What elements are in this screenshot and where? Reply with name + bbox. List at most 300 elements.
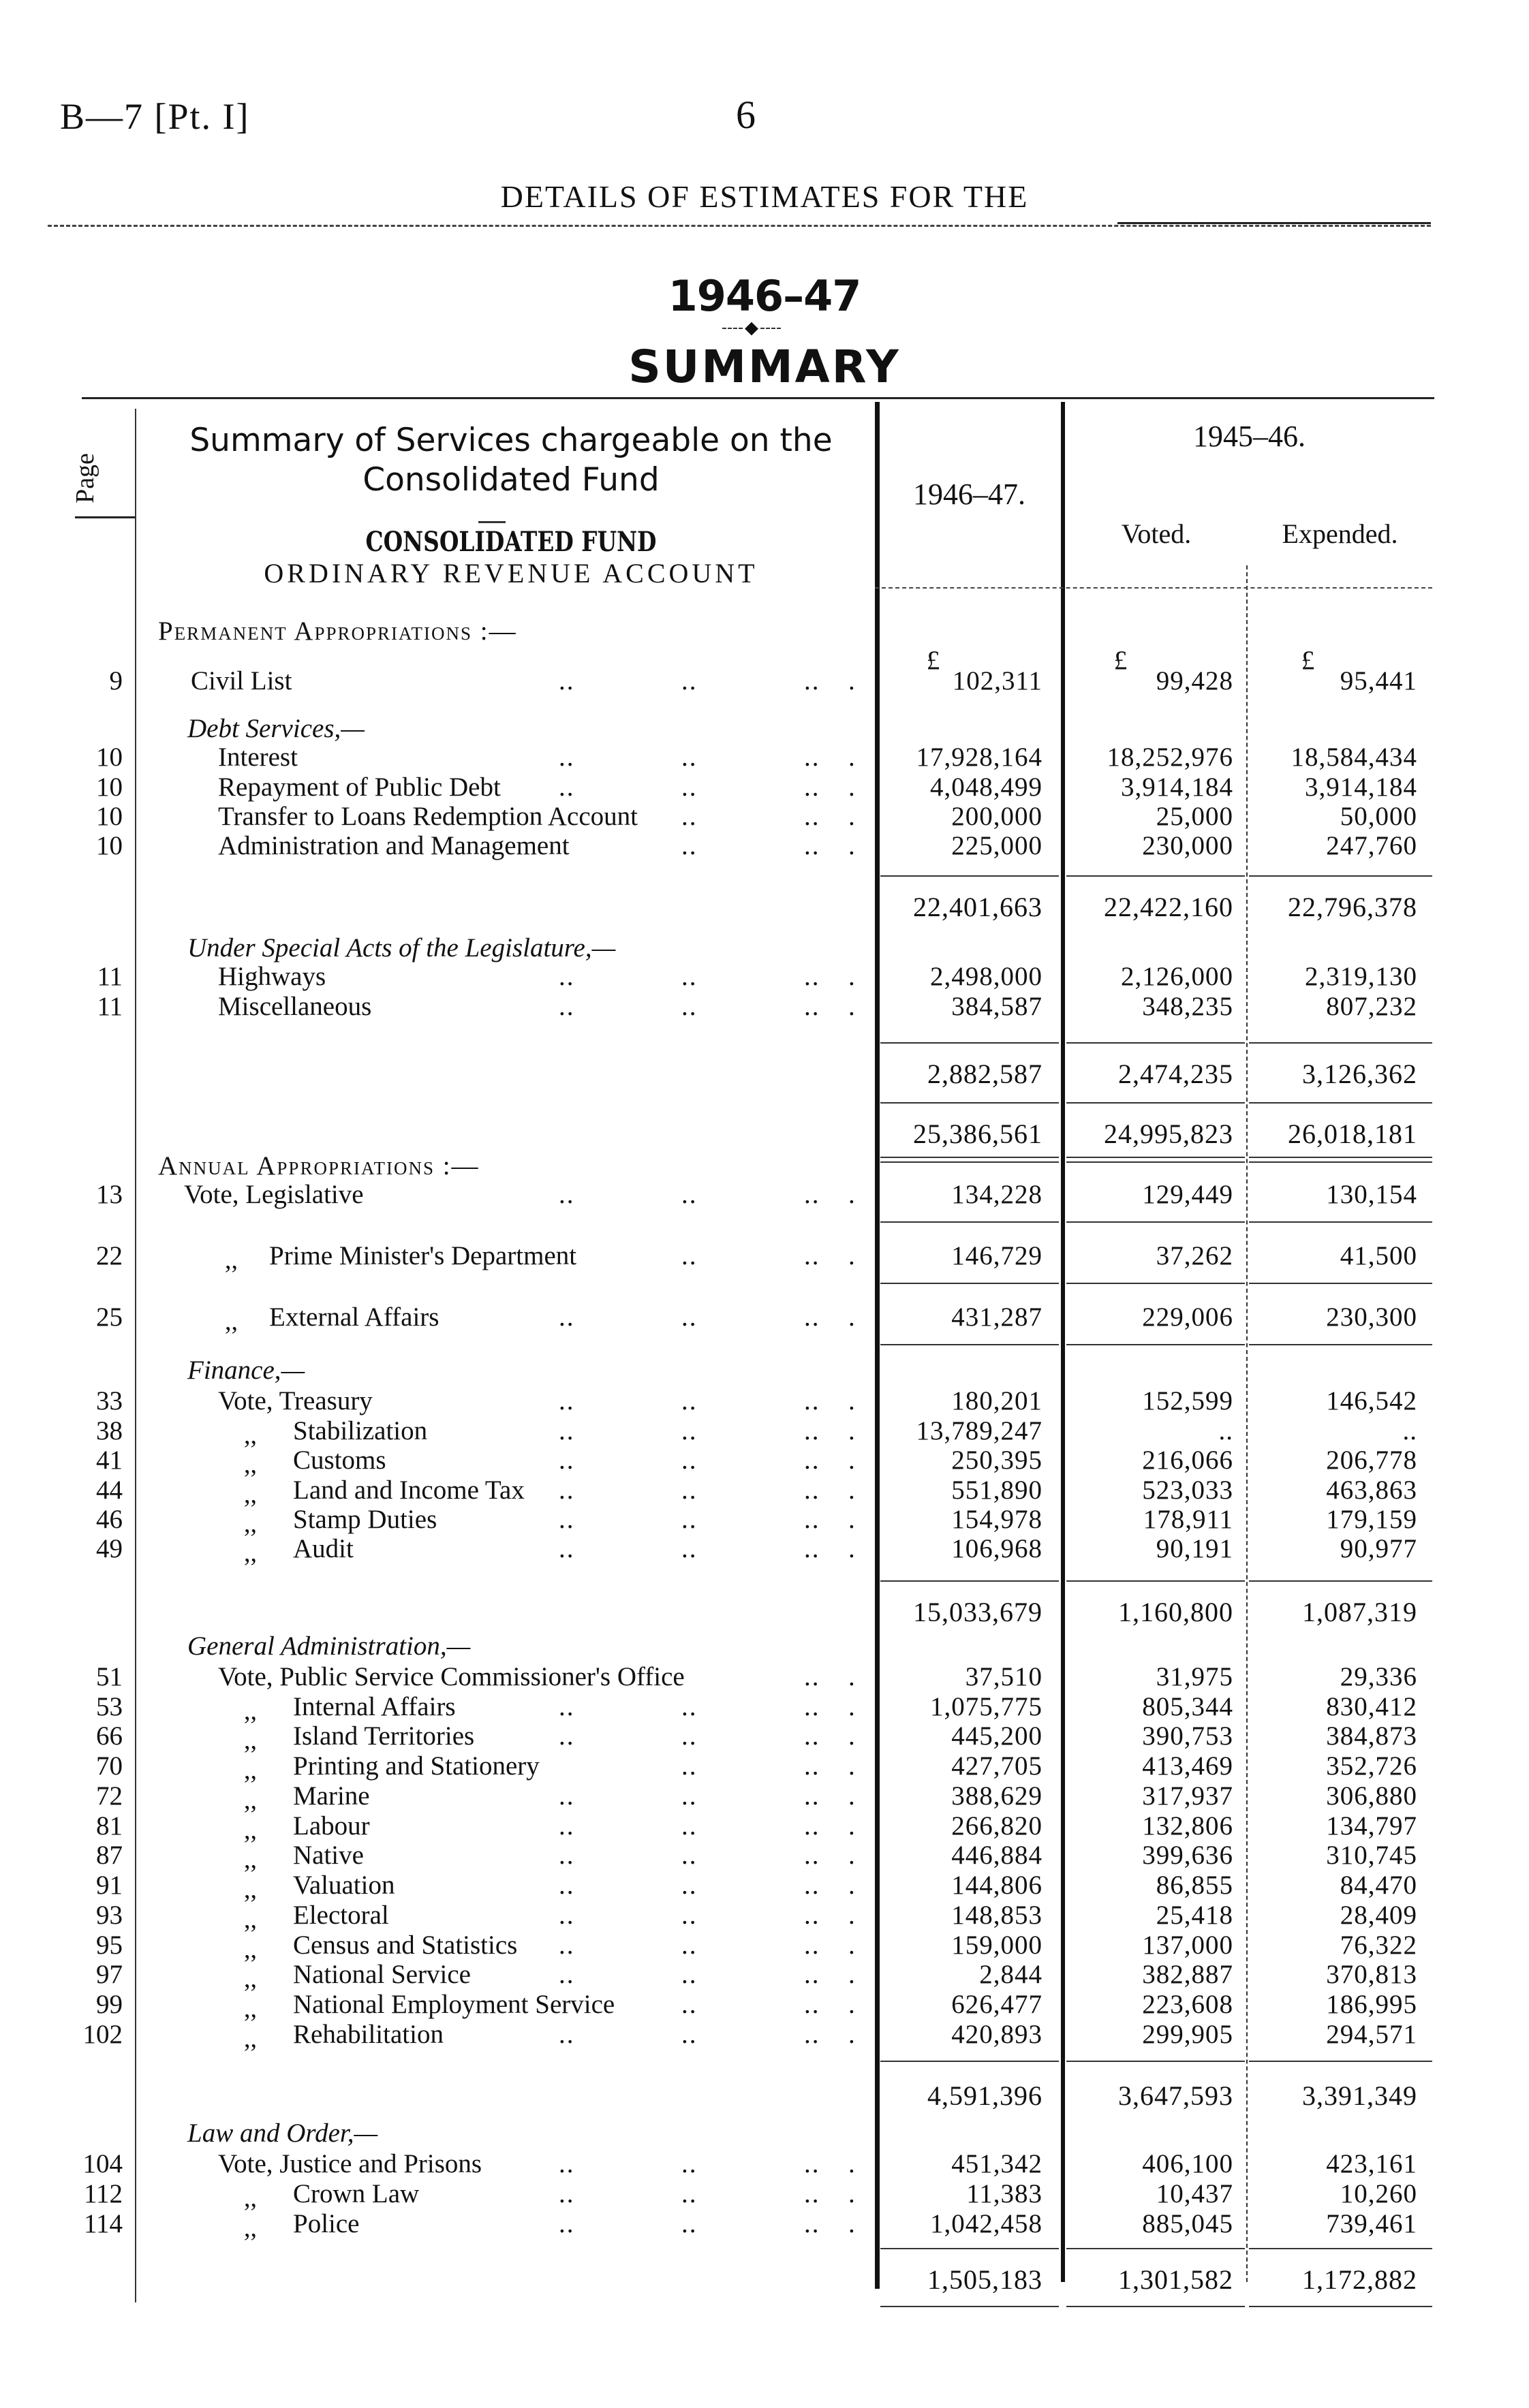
value-1945-46-expended: 50,000 — [1340, 802, 1417, 831]
table-row: 10 Administration and Management .. .. . 225,000 230,000 247,760 — [0, 831, 1529, 861]
header-rule — [48, 225, 1431, 227]
table-row: 44 ,, Land and Income Tax .. .. .. . 551,890 523,033 463,863 — [0, 1475, 1529, 1505]
row-label: Interest — [218, 742, 298, 772]
value-1945-46-voted: 229,006 — [1142, 1302, 1233, 1332]
table-row: 91 ,, Valuation .. .. .. . 144,806 86,855 84,470 — [0, 1871, 1529, 1901]
page-reference: 46 — [96, 1505, 123, 1534]
table-row: 114 ,, Police .. .. .. . 1,042,458 885,045 739,461 — [0, 2209, 1529, 2239]
value-1945-46-expended: 29,336 — [1340, 1662, 1417, 1691]
table-row: 72 ,, Marine .. .. .. . 388,629 317,937 306,880 — [0, 1781, 1529, 1811]
section-heading — [0, 714, 1529, 744]
header-rule-right — [1117, 222, 1431, 224]
value-1946-47: 11,383 — [966, 2179, 1042, 2208]
total-rule — [1249, 1283, 1432, 1284]
section-heading — [0, 1151, 1529, 1181]
table-row: 112 ,, Crown Law .. .. .. . 11,383 10,437 10,260 — [0, 2179, 1529, 2209]
table-row: 9 Civil List .. .. .. . 102,311 99,428 95,441 — [0, 666, 1529, 696]
table-row: 104 Vote, Justice and Prisons .. .. .. . 451,342 406,100 423,161 — [0, 2149, 1529, 2179]
document-reference: B—7 [Pt. I] — [60, 96, 250, 137]
page-reference: 72 — [96, 1781, 123, 1811]
value-1945-46-expended: 463,863 — [1326, 1475, 1417, 1505]
diamond-ornament-icon — [722, 320, 779, 337]
row-label: Police — [293, 2209, 360, 2238]
ditto-mark: ,, — [244, 2184, 257, 2212]
value-1946-47: 146,729 — [951, 1241, 1042, 1270]
table-row: 53 ,, Internal Affairs .. .. .. . 1,075,775 805,344 830,412 — [0, 1692, 1529, 1722]
value-1946-47: 445,200 — [951, 1721, 1042, 1751]
table-row: 95 ,, Census and Statistics .. .. .. . 159,000 137,000 76,322 — [0, 1930, 1529, 1960]
currency-symbol: £ — [1113, 646, 1128, 675]
value-1945-46-voted: 805,344 — [1142, 1692, 1233, 1721]
value-1945-46-expended: 134,797 — [1326, 1811, 1417, 1841]
page-reference: 91 — [96, 1871, 123, 1900]
value-1945-46-voted: 3,647,593 — [1118, 2080, 1233, 2111]
subtotal-row — [0, 1059, 1529, 1089]
value-1945-46-voted: 129,449 — [1142, 1180, 1233, 1209]
value-1945-46-expended: 739,461 — [1326, 2209, 1417, 2238]
value-1946-47: 266,820 — [951, 1811, 1042, 1841]
value-1946-47: 250,395 — [951, 1445, 1042, 1475]
ditto-mark: ,, — [244, 1965, 257, 1993]
page-reference: 104 — [82, 2149, 123, 2178]
table-row: 81 ,, Labour .. .. .. . 266,820 132,806 134,797 — [0, 1811, 1529, 1841]
value-1945-46-voted: 22,422,160 — [1104, 892, 1233, 922]
ditto-mark: ,, — [244, 1450, 257, 1479]
page-reference: 95 — [96, 1930, 123, 1960]
row-label: Stamp Duties — [293, 1505, 437, 1534]
total-rule — [1066, 2306, 1245, 2307]
value-1946-47: 180,201 — [951, 1386, 1042, 1416]
row-label: Printing and Stationery — [293, 1751, 540, 1781]
value-1946-47: 1,042,458 — [930, 2209, 1042, 2238]
page-reference: 97 — [96, 1960, 123, 1989]
section-heading-label: Debt Services,— — [187, 714, 365, 743]
value-1946-47: 431,287 — [951, 1302, 1042, 1332]
row-label: Civil List — [191, 666, 292, 695]
value-1945-46-expended: 247,760 — [1326, 831, 1417, 860]
subtotal-row — [0, 892, 1529, 922]
page-reference: 70 — [96, 1751, 123, 1781]
table-row: 97 ,, National Service .. .. .. . 2,844 382,887 370,813 — [0, 1960, 1529, 1990]
table-row: 46 ,, Stamp Duties .. .. .. . 154,978 178,911 179,159 — [0, 1505, 1529, 1535]
page-reference: 33 — [96, 1386, 123, 1416]
value-1946-47: 154,978 — [951, 1505, 1042, 1534]
ditto-mark: ,, — [244, 2214, 257, 2242]
total-rule — [1066, 2248, 1245, 2249]
row-label: National Service — [293, 1960, 471, 1989]
ditto-mark: ,, — [225, 1307, 238, 1336]
table-row: 22 ,, Prime Minister's Department .. .. . 146,729 37,262 41,500 — [0, 1241, 1529, 1271]
page-reference: 25 — [96, 1302, 123, 1332]
page-reference: 10 — [96, 772, 123, 802]
value-1945-46-expended: 84,470 — [1340, 1871, 1417, 1900]
row-label: Native — [293, 1841, 364, 1870]
value-1945-46-voted: 216,066 — [1142, 1445, 1233, 1475]
ditto-mark: ,, — [244, 1905, 257, 1934]
column-header-expended: Expended. — [1282, 518, 1398, 549]
value-1946-47: 17,928,164 — [916, 742, 1042, 772]
value-1945-46-voted: 406,100 — [1142, 2149, 1233, 2178]
column-header-rule — [875, 587, 1432, 589]
value-1945-46-voted: 24,995,823 — [1104, 1119, 1233, 1149]
page-reference: 13 — [96, 1180, 123, 1209]
ditto-mark: ,, — [244, 1510, 257, 1538]
subtotal-row — [0, 2081, 1529, 2111]
value-1946-47: 626,477 — [951, 1990, 1042, 2019]
total-rule — [1249, 1042, 1432, 1044]
total-rule — [1249, 2061, 1432, 2062]
value-1946-47: 1,075,775 — [930, 1692, 1042, 1721]
value-1946-47: 2,844 — [979, 1960, 1042, 1989]
value-1945-46-expended: 3,126,362 — [1302, 1059, 1417, 1089]
value-1945-46-voted: 1,160,800 — [1118, 1597, 1233, 1627]
value-1945-46-expended: 3,391,349 — [1302, 2080, 1417, 2111]
row-label: Labour — [293, 1811, 370, 1841]
total-rule — [1066, 875, 1245, 877]
page-number: 6 — [736, 93, 756, 137]
value-1945-46-expended: 206,778 — [1326, 1445, 1417, 1475]
currency-symbol: £ — [926, 646, 941, 675]
section-heading-label: Finance,— — [187, 1356, 305, 1385]
row-label: Internal Affairs — [293, 1692, 456, 1721]
total-rule — [880, 2306, 1059, 2307]
row-label: Vote, Legislative — [184, 1180, 364, 1209]
value-1945-46-expended: 90,977 — [1340, 1534, 1417, 1563]
total-rule — [1249, 1344, 1432, 1345]
value-1946-47: 37,510 — [965, 1662, 1042, 1691]
table-row: 11 Miscellaneous .. .. .. . 384,587 348,235 807,232 — [0, 992, 1529, 1022]
total-rule — [1066, 1580, 1245, 1582]
row-label: Island Territories — [293, 1721, 475, 1751]
total-rule — [1249, 2306, 1432, 2307]
value-1945-46-expended: 76,322 — [1340, 1930, 1417, 1960]
value-1945-46-voted: 2,474,235 — [1118, 1059, 1233, 1089]
value-1945-46-expended: 95,441 — [1340, 666, 1417, 695]
ditto-mark: ,, — [244, 1935, 257, 1964]
value-1946-47: 15,033,679 — [913, 1597, 1042, 1627]
value-1945-46-expended: 830,412 — [1326, 1692, 1417, 1721]
row-label: Valuation — [293, 1871, 395, 1900]
total-rule — [880, 2248, 1059, 2249]
total-rule — [880, 1580, 1059, 1582]
value-1945-46-voted: 382,887 — [1142, 1960, 1233, 1989]
table-row: 10 Interest .. .. .. . 17,928,164 18,252,976 18,584,434 — [0, 742, 1529, 772]
row-label: Vote, Justice and Prisons — [218, 2149, 482, 2178]
total-rule — [1249, 1221, 1432, 1223]
total-rule — [1066, 1221, 1245, 1223]
ditto-mark: ,, — [244, 1995, 257, 2023]
section-heading — [0, 1631, 1529, 1661]
currency-symbol: £ — [1301, 646, 1316, 675]
value-1945-46-voted: 90,191 — [1156, 1534, 1233, 1563]
value-1945-46-expended: 230,300 — [1326, 1302, 1417, 1332]
value-1946-47: 384,587 — [951, 992, 1042, 1021]
row-label: Customs — [293, 1445, 386, 1475]
value-1945-46-voted: 137,000 — [1142, 1930, 1233, 1960]
value-1945-46-voted: 18,252,976 — [1107, 742, 1233, 772]
row-label: Marine — [293, 1781, 370, 1811]
value-1946-47: 25,386,561 — [913, 1119, 1042, 1149]
value-1945-46-voted: 299,905 — [1142, 2020, 1233, 2049]
value-1945-46-voted: 1,301,582 — [1118, 2264, 1233, 2295]
value-1945-46-expended: 306,880 — [1326, 1781, 1417, 1811]
row-label: Repayment of Public Debt — [218, 772, 501, 802]
row-label: Census and Statistics — [293, 1930, 518, 1960]
section-heading-label: General Administration,— — [187, 1631, 471, 1661]
column-header-voted: Voted. — [1121, 518, 1192, 549]
summary-title: SUMMARY — [628, 341, 901, 393]
value-1946-47: 551,890 — [951, 1475, 1042, 1505]
table-row: 51 Vote, Public Service Commissioner's Office .. . 37,510 31,975 29,336 — [0, 1662, 1529, 1692]
value-1945-46-expended: 384,873 — [1326, 1721, 1417, 1751]
page-reference: 53 — [96, 1692, 123, 1721]
value-1946-47: 102,311 — [952, 666, 1042, 695]
value-1945-46-voted: 86,855 — [1156, 1871, 1233, 1900]
page-reference: 102 — [82, 2020, 123, 2049]
total-rule — [1066, 1344, 1245, 1345]
ditto-mark: ,, — [244, 1816, 257, 1845]
value-1946-47: 2,498,000 — [930, 962, 1042, 991]
page-reference: 49 — [96, 1534, 123, 1563]
permanent-total-row — [0, 1119, 1529, 1149]
column-group-header-1945-46: 1945–46. — [1193, 420, 1306, 453]
subtotal-row — [0, 2265, 1529, 2295]
table-row: 38 ,, Stabilization .. .. .. . 13,789,247 .. .. — [0, 1416, 1529, 1446]
ditto-mark: ,, — [244, 1697, 257, 1725]
total-rule — [880, 2061, 1059, 2062]
page-reference: 44 — [96, 1475, 123, 1505]
value-1945-46-voted: .. — [1218, 1416, 1233, 1445]
ditto-mark: ,, — [225, 1246, 238, 1275]
title-separator — [478, 521, 506, 523]
value-1945-46-expended: 22,796,378 — [1288, 892, 1417, 922]
value-1945-46-expended: 352,726 — [1326, 1751, 1417, 1781]
value-1946-47: 13,789,247 — [916, 1416, 1042, 1445]
section-heading — [0, 2118, 1529, 2148]
total-rule — [1249, 2248, 1432, 2249]
page-reference: 81 — [96, 1811, 123, 1841]
total-rule — [1066, 2061, 1245, 2062]
column-header-1946-47: 1946–47. — [913, 478, 1025, 511]
value-1946-47: 4,591,396 — [927, 2080, 1042, 2111]
table-row: 70 ,, Printing and Stationery .. .. . 427,705 413,469 352,726 — [0, 1751, 1529, 1781]
value-1946-47: 148,853 — [951, 1901, 1042, 1930]
value-1946-47: 134,228 — [951, 1180, 1042, 1209]
table-row: 33 Vote, Treasury .. .. .. . 180,201 152,599 146,542 — [0, 1386, 1529, 1416]
table-title — [164, 421, 859, 500]
value-1945-46-voted: 31,975 — [1156, 1662, 1233, 1691]
page-reference: 11 — [97, 992, 123, 1021]
table-top-rule — [82, 397, 1434, 399]
page-reference: 11 — [97, 962, 123, 991]
table-row: 13 Vote, Legislative .. .. .. . 134,228 129,449 130,154 — [0, 1180, 1529, 1210]
value-1945-46-voted: 3,914,184 — [1121, 772, 1233, 802]
value-1945-46-voted: 390,753 — [1142, 1721, 1233, 1751]
table-row: 10 Repayment of Public Debt .. .. .. . 4,048,499 3,914,184 3,914,184 — [0, 772, 1529, 802]
value-1945-46-expended: 186,995 — [1326, 1990, 1417, 2019]
page-reference: 114 — [83, 2209, 123, 2238]
value-1946-47: 106,968 — [951, 1534, 1042, 1563]
value-1945-46-voted: 37,262 — [1156, 1241, 1233, 1270]
value-1945-46-voted: 523,033 — [1142, 1475, 1233, 1505]
total-rule — [880, 1221, 1059, 1223]
table-row: 99 ,, National Employment Service .. .. . 626,477 223,608 186,995 — [0, 1990, 1529, 2020]
value-1946-47: 4,048,499 — [930, 772, 1042, 802]
value-1945-46-voted: 178,911 — [1143, 1505, 1233, 1534]
value-1946-47: 1,505,183 — [927, 2264, 1042, 2295]
table-title-line-2: Consolidated Fund — [362, 461, 660, 499]
table-title-line-1: Summary of Services chargeable on the — [189, 422, 833, 459]
value-1945-46-expended: .. — [1402, 1416, 1417, 1445]
page-reference: 41 — [96, 1445, 123, 1475]
value-1946-47: 200,000 — [951, 802, 1042, 831]
section-heading — [0, 616, 1529, 646]
ditto-mark: ,, — [244, 1786, 257, 1815]
row-label: Electoral — [293, 1901, 389, 1930]
value-1945-46-expended: 294,571 — [1326, 2020, 1417, 2049]
value-1945-46-voted: 152,599 — [1142, 1386, 1233, 1416]
section-heading-label: Permanent Appropriations :— — [158, 616, 517, 646]
row-label: Vote, Treasury — [218, 1386, 373, 1416]
page-column-label: Page — [70, 453, 99, 503]
table-row: 102 ,, Rehabilitation .. .. .. . 420,893 299,905 294,571 — [0, 2020, 1529, 2050]
row-label: Crown Law — [293, 2179, 420, 2208]
ditto-mark: ,, — [244, 1421, 257, 1450]
page-reference: 10 — [96, 802, 123, 831]
total-rule — [880, 1344, 1059, 1345]
document-subtitle: DETAILS OF ESTIMATES FOR THE — [500, 179, 1029, 214]
value-1945-46-voted: 885,045 — [1142, 2209, 1233, 2238]
section-heading — [0, 933, 1529, 963]
value-1945-46-expended: 3,914,184 — [1305, 772, 1417, 802]
page-column-header — [70, 429, 128, 531]
table-row: 41 ,, Customs .. .. .. . 250,395 216,066 206,778 — [0, 1445, 1529, 1475]
row-label: National Employment Service — [293, 1990, 615, 2019]
value-1945-46-expended: 130,154 — [1326, 1180, 1417, 1209]
value-1945-46-voted: 317,937 — [1142, 1781, 1233, 1811]
value-1945-46-expended: 310,745 — [1326, 1841, 1417, 1870]
row-label: External Affairs — [269, 1302, 439, 1332]
total-rule — [1066, 1102, 1245, 1104]
value-1946-47: 427,705 — [951, 1751, 1042, 1781]
ditto-mark: ,, — [244, 1756, 257, 1785]
value-1945-46-voted: 399,636 — [1142, 1841, 1233, 1870]
row-label: Audit — [293, 1534, 354, 1563]
table-row: 11 Highways .. .. .. . 2,498,000 2,126,000 2,319,130 — [0, 962, 1529, 992]
page-reference: 66 — [96, 1721, 123, 1751]
page-reference: 99 — [96, 1990, 123, 2019]
value-1945-46-expended: 370,813 — [1326, 1960, 1417, 1989]
value-1945-46-expended: 179,159 — [1326, 1505, 1417, 1534]
value-1945-46-voted: 99,428 — [1156, 666, 1233, 695]
value-1946-47: 22,401,663 — [913, 892, 1042, 922]
table-row: 10 Transfer to Loans Redemption Account .. .. . 200,000 25,000 50,000 — [0, 802, 1529, 832]
ditto-mark: ,, — [244, 1845, 257, 1874]
value-1945-46-expended: 1,172,882 — [1302, 2264, 1417, 2295]
value-1946-47: 451,342 — [951, 2149, 1042, 2178]
total-rule — [1249, 1580, 1432, 1582]
row-label: Prime Minister's Department — [269, 1241, 577, 1270]
row-label: Transfer to Loans Redemption Account — [218, 802, 638, 831]
fiscal-year-title: 1946–47 — [668, 271, 861, 321]
ditto-mark: ,, — [244, 1875, 257, 1904]
value-1946-47: 2,882,587 — [927, 1059, 1042, 1089]
value-1946-47: 420,893 — [951, 2020, 1042, 2049]
page-reference: 10 — [96, 742, 123, 772]
total-rule — [880, 875, 1059, 877]
value-1946-47: 225,000 — [951, 831, 1042, 860]
value-1945-46-voted: 10,437 — [1156, 2179, 1233, 2208]
page-reference: 38 — [96, 1416, 123, 1445]
row-label: Rehabilitation — [293, 2020, 444, 2049]
row-label: Administration and Management — [218, 831, 570, 860]
value-1945-46-expended: 2,319,130 — [1305, 962, 1417, 991]
total-rule — [1066, 1042, 1245, 1044]
section-heading-label: Under Special Acts of the Legislature,— — [187, 933, 616, 963]
page-reference: 93 — [96, 1901, 123, 1930]
row-label: Land and Income Tax — [293, 1475, 525, 1505]
table-row: 93 ,, Electoral .. .. .. . 148,853 25,418 28,409 — [0, 1901, 1529, 1930]
table-row: 25 ,, External Affairs .. .. .. . 431,287 229,006 230,300 — [0, 1302, 1529, 1332]
ditto-mark: ,, — [244, 1480, 257, 1509]
total-rule — [1066, 1283, 1245, 1284]
value-1946-47: 388,629 — [951, 1781, 1042, 1811]
total-rule — [1249, 1161, 1432, 1163]
section-heading-label: Annual Appropriations :— — [158, 1151, 480, 1180]
value-1945-46-expended: 423,161 — [1326, 2149, 1417, 2178]
page-reference: 10 — [96, 831, 123, 860]
value-1945-46-expended: 1,087,319 — [1302, 1597, 1417, 1627]
page-reference: 9 — [109, 666, 123, 695]
value-1946-47: 144,806 — [951, 1871, 1042, 1900]
row-label: Vote, Public Service Commissioner's Office — [218, 1662, 685, 1691]
ditto-mark: ,, — [244, 1726, 257, 1755]
total-rule — [880, 1042, 1059, 1044]
value-1945-46-voted: 25,000 — [1156, 802, 1233, 831]
value-1945-46-voted: 230,000 — [1142, 831, 1233, 860]
fund-title: CONSOLIDATED FUND — [365, 526, 657, 558]
subtotal-row — [0, 1597, 1529, 1627]
value-1945-46-expended: 28,409 — [1340, 1901, 1417, 1930]
table-row: 87 ,, Native .. .. .. . 446,884 399,636 310,745 — [0, 1841, 1529, 1871]
value-1945-46-voted: 223,608 — [1142, 1990, 1233, 2019]
value-1945-46-expended: 146,542 — [1326, 1386, 1417, 1416]
value-1945-46-voted: 348,235 — [1142, 992, 1233, 1021]
value-1945-46-expended: 41,500 — [1340, 1241, 1417, 1270]
table-row: 66 ,, Island Territories .. .. .. . 445,200 390,753 384,873 — [0, 1721, 1529, 1751]
total-rule — [1249, 875, 1432, 877]
value-1946-47: 159,000 — [951, 1930, 1042, 1960]
value-1945-46-voted: 25,418 — [1156, 1901, 1233, 1930]
total-rule — [1249, 1102, 1432, 1104]
total-rule — [880, 1161, 1059, 1163]
value-1945-46-expended: 807,232 — [1326, 992, 1417, 1021]
value-1945-46-expended: 18,584,434 — [1291, 742, 1417, 772]
page-reference: 87 — [96, 1841, 123, 1870]
page-reference: 112 — [83, 2179, 123, 2208]
total-rule — [1066, 1161, 1245, 1163]
total-rule — [880, 1283, 1059, 1284]
value-1945-46-voted: 132,806 — [1142, 1811, 1233, 1841]
value-1945-46-voted: 2,126,000 — [1121, 962, 1233, 991]
page-reference: 51 — [96, 1662, 123, 1691]
row-label: Highways — [218, 962, 326, 991]
value-1945-46-voted: 413,469 — [1142, 1751, 1233, 1781]
account-title: ORDINARY REVENUE ACCOUNT — [264, 558, 758, 589]
section-heading — [0, 1356, 1529, 1386]
value-1946-47: 446,884 — [951, 1841, 1042, 1870]
ditto-mark: ,, — [244, 2024, 257, 2053]
